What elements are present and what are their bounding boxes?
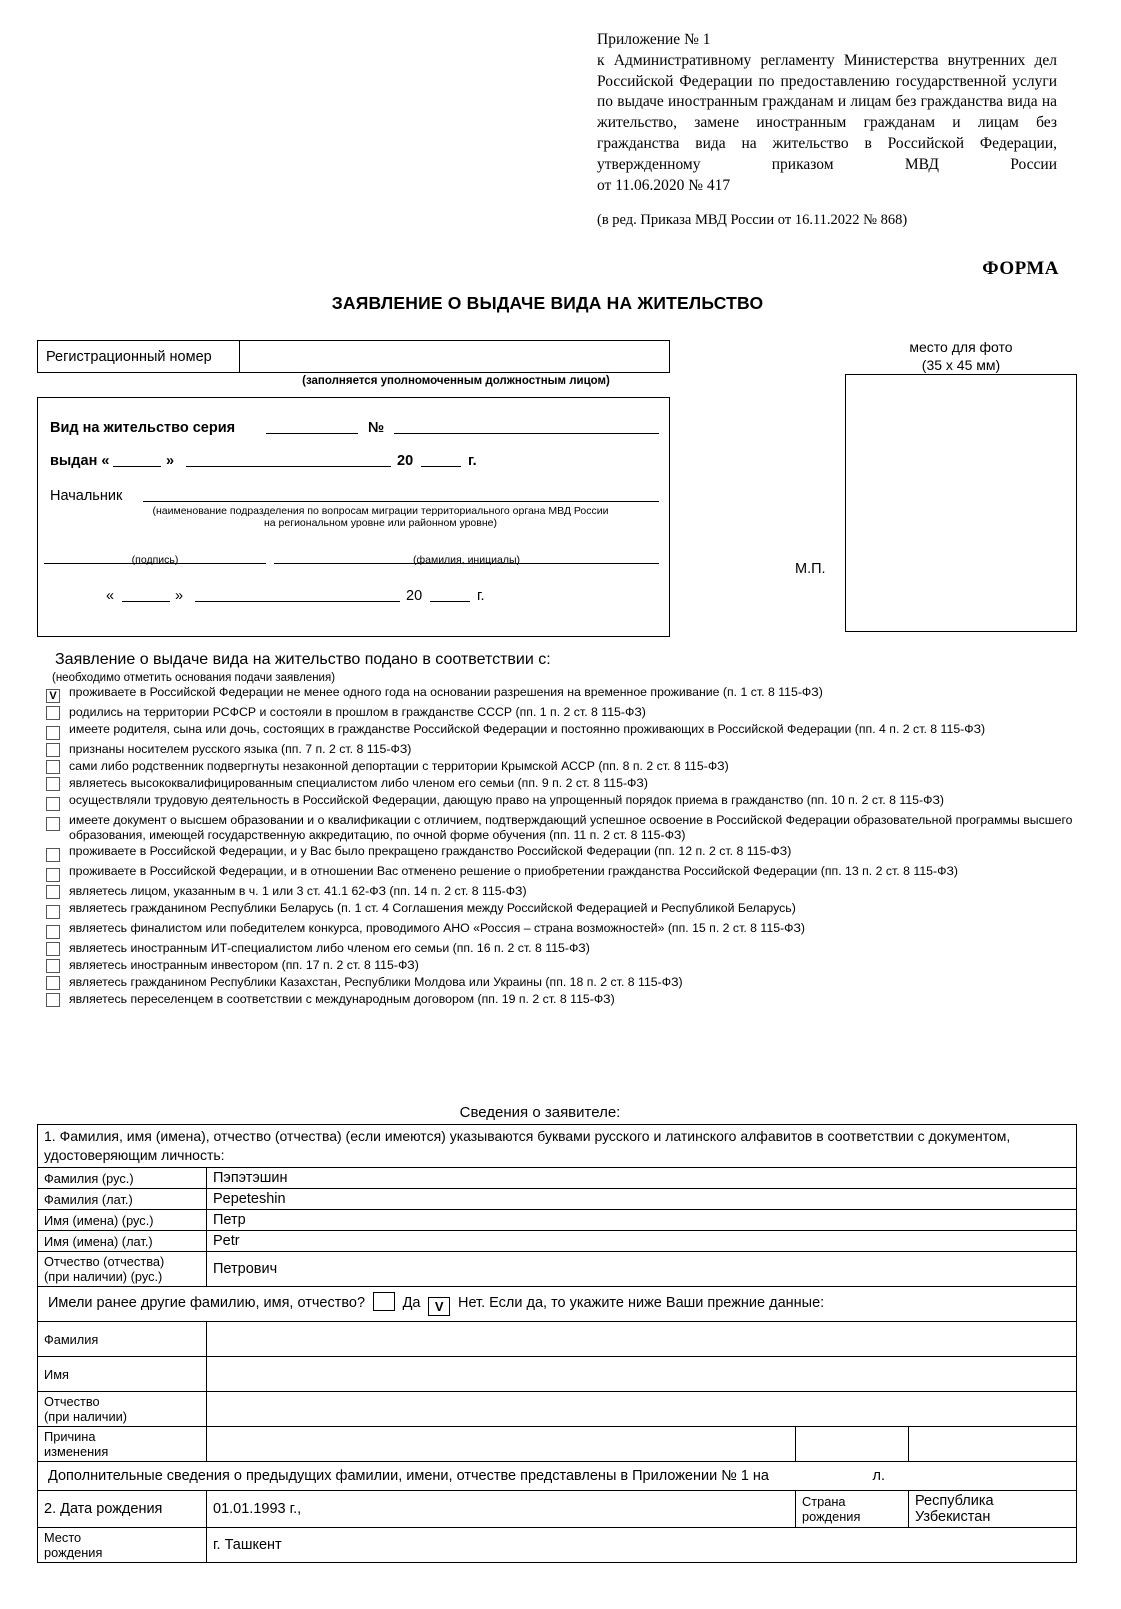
ground-item-4[interactable] [46, 741, 1076, 757]
signature-note: (подпись) [131, 554, 179, 566]
regulation-reference-paragraph: к Административному регламенту Министерства внутренних дел Российской Федерации по предоставлению государственной услуги по выдаче иностранным гражданам и лицам без гражданства вида на жительство, замене иностранным гражданам и лицам без гражданства вида на жительство в Российской Федерации, утвержденному приказом МВД России [597, 51, 1057, 173]
change-reason-label-line2: изменения [44, 1444, 109, 1459]
ground-label-9: проживаете в Российской Федерации, и у Вас было прекращено гражданство Российской Федерации (пп. 12 п. 2 ст. 8 115-ФЗ) [69, 844, 792, 859]
grounds-section-title: Заявление о выдаче вида на жительство подано в соответствии с: [55, 651, 551, 668]
prev-patronymic-label-line1: Отчество [44, 1394, 100, 1409]
ground-label-15: являетесь иностранным инвестором (пп. 17 п. 2 ст. 8 115-ФЗ) [69, 958, 419, 973]
ground-label-10: проживаете в Российской Федерации, и в отношении Вас отменено решение о приобретении гражданства Российской Федерации (пп. 13 п. 2 ст. 8 115-ФЗ) [69, 864, 958, 879]
birth-date-label: 2. Дата рождения [38, 1491, 207, 1528]
ground-label-1: проживаете в Российской Федерации не менее одного года на основании разрешения на временное проживание (п. 1 ст. 8 115-ФЗ) [69, 685, 823, 699]
registration-number-input[interactable] [240, 341, 669, 372]
prev-surname-value[interactable] [207, 1322, 1077, 1357]
table-row-name-lat [38, 1231, 1077, 1252]
ground-item-15[interactable] [46, 957, 1076, 973]
ground-checkbox-2[interactable] [46, 706, 60, 720]
previous-name-no-label: Нет. Если да, то укажите ниже Ваши прежние данные: [458, 1295, 825, 1311]
table-row-birth-date [38, 1491, 1077, 1528]
grounds-section-note: (необходимо отметить основания подачи заявления) [52, 672, 336, 684]
birth-place-label-line2: рождения [44, 1545, 103, 1560]
residence-permit-issuance-box [37, 397, 670, 637]
ground-item-16[interactable] [46, 974, 1076, 990]
ground-label-14: являетесь иностранным ИТ-специалистом либо членом его семьи (пп. 16 п. 2 ст. 8 115-ФЗ) [69, 941, 590, 956]
ground-checkbox-5[interactable] [46, 760, 60, 774]
fio-instruction-note: 1. Фамилия, имя (имена), отчество (отчества) (если имеются) указываются буквами русского и латинского алфавитов в соответствии с документом, удостоверяющим личность: [38, 1125, 1077, 1168]
name-lat-label: Имя (имена) (лат.) [38, 1231, 207, 1252]
ground-item-14[interactable] [46, 940, 1076, 956]
ground-checkbox-6[interactable] [46, 777, 60, 791]
prev-patronymic-value[interactable] [207, 1392, 1077, 1427]
additional-info-suffix: л. [872, 1468, 886, 1484]
birth-country-value[interactable]: Республика Узбекистан [909, 1491, 1077, 1528]
ground-label-3: имеете родителя, сына или дочь, состоящих в гражданстве Российской Федерации и постоянно проживающих в Российской Федерации (пп. 4 п. 2 ст. 8 115-ФЗ) [69, 722, 986, 736]
ground-label-5: сами либо родственник подвергнуты незаконной депортации с территории Крымской АССР (пп. 8 п. 2 ст. 8 115-ФЗ) [69, 759, 729, 773]
birth-country-label-line1: Страна [802, 1494, 846, 1509]
surname-ru-label: Фамилия (рус.) [38, 1168, 207, 1189]
patronymic-label-line2: (при наличии) (рус.) [44, 1269, 163, 1284]
name-ru-value[interactable]: Петр [207, 1210, 1077, 1231]
ground-label-17: являетесь переселенцем в соответствии с международным договором (пп. 19 п. 2 ст. 8 115-ФЗ) [69, 992, 615, 1007]
birth-country-label-line2: рождения [802, 1509, 861, 1524]
birth-place-value[interactable]: г. Ташкент [207, 1528, 1077, 1563]
photo-caption-line1: место для фото [909, 339, 1013, 355]
ground-label-16: являетесь гражданином Республики Казахстан, Республики Молдова или Украины (пп. 18 п. 2 ст. 8 115-ФЗ) [69, 975, 683, 990]
prev-surname-label: Фамилия [38, 1322, 207, 1357]
permit-issued-quote-close: » [166, 453, 175, 469]
ground-item-5[interactable] [46, 758, 1076, 774]
edition-note: (в ред. Приказа МВД России от 16.11.2022 № 868) [597, 212, 908, 229]
ground-label-7: осуществляли трудовую деятельность в Российской Федерации, дающую право на упрощенный порядок приема в гражданство (пп. 10 п. 2 ст. 8 115-ФЗ) [69, 793, 944, 807]
table-row-surname-ru [38, 1168, 1077, 1189]
ground-checkbox-13[interactable] [46, 925, 60, 939]
permit-issue-month-input[interactable] [186, 453, 391, 467]
ground-checkbox-15[interactable] [46, 959, 60, 973]
ground-item-11[interactable] [46, 883, 1076, 899]
previous-name-question: Имели ранее другие фамилию, имя, отчество? [48, 1295, 366, 1311]
permit-date-day-input[interactable] [122, 588, 170, 602]
birth-place-label-line1: Место [44, 1530, 82, 1545]
registration-number-label: Регистрационный номер [38, 341, 240, 372]
ground-checkbox-3[interactable] [46, 726, 60, 740]
prev-patronymic-label-line2: (при наличии) [44, 1409, 128, 1424]
ground-item-1[interactable] [46, 684, 1076, 703]
surname-ru-value[interactable]: Пэпэтэшин [207, 1168, 1077, 1189]
ground-checkbox-11[interactable] [46, 885, 60, 899]
change-reason-extra-cell-2[interactable] [909, 1427, 1077, 1462]
permit-date-quote-close: » [175, 588, 184, 604]
surname-initials-note: (фамилия, инициалы) [413, 554, 520, 566]
ground-label-8: имеете документ о высшем образовании и о квалификации с отличием, подтверждающий успешное освоение в Российской Федерации образовательной программы высшего образования, имеющей государственную аккредитацию, по очной форме обучения (пп. 11 п. 2 ст. 8 115-ФЗ) [69, 813, 1073, 842]
ground-label-2: родились на территории РСФСР и состояли в прошлом в гражданстве СССР (пп. 1 п. 2 ст. 8 115-ФЗ) [69, 705, 646, 719]
ground-item-12[interactable] [46, 900, 1076, 919]
ground-label-13: являетесь финалистом или победителем конкурса, проводимого АНО «Россия – страна возможностей» (пп. 15 п. 2 ст. 8 115-ФЗ) [69, 921, 806, 936]
permit-issue-year-input[interactable] [421, 453, 461, 467]
ground-item-13[interactable] [46, 920, 1076, 939]
surname-lat-value[interactable]: Pepeteshin [207, 1189, 1077, 1210]
ground-item-9[interactable] [46, 843, 1076, 862]
grounds-checkbox-list [46, 684, 1076, 1008]
table-row-instruction [38, 1125, 1077, 1168]
ground-checkbox-7[interactable] [46, 797, 60, 811]
applicant-details-table [37, 1124, 1077, 1563]
chief-unit-note-line1: (наименование подразделения по вопросам миграции территориального органа МВД России [152, 505, 609, 517]
ground-label-6: являетесь высококвалифицированным специалистом либо членом его семьи (пп. 9 п. 2 ст. 8 115-ФЗ) [69, 776, 648, 790]
table-row-prev-surname [38, 1322, 1077, 1357]
ground-label-11: являетесь лицом, указанным в ч. 1 или 3 ст. 41.1 62-ФЗ (пп. 14 п. 2 ст. 8 115-ФЗ) [69, 884, 527, 899]
ground-checkbox-8[interactable] [46, 817, 60, 831]
change-reason-value[interactable] [207, 1427, 796, 1462]
change-reason-extra-cell-1[interactable] [796, 1427, 909, 1462]
ground-item-2[interactable] [46, 704, 1076, 720]
ground-checkbox-12[interactable] [46, 905, 60, 919]
prev-patronymic-label [38, 1392, 207, 1427]
ground-item-10[interactable] [46, 863, 1076, 882]
ground-checkbox-4[interactable] [46, 743, 60, 757]
permit-issue-day-input[interactable] [113, 453, 161, 467]
previous-name-no-checkbox[interactable]: V [428, 1297, 450, 1316]
permit-issue-century: 20 [397, 453, 414, 469]
ground-item-17[interactable] [46, 991, 1076, 1007]
previous-name-yes-checkbox[interactable] [373, 1292, 395, 1311]
patronymic-label-line1: Отчество (отчества) [44, 1254, 165, 1269]
permit-date-year-suffix: г. [477, 588, 485, 604]
ground-item-3[interactable] [46, 721, 1076, 740]
prev-name-value[interactable] [207, 1357, 1077, 1392]
table-row-additional-info [38, 1462, 1077, 1491]
appendix-number: Приложение № 1 [597, 31, 711, 48]
permit-series-label: Вид на жительство серия [50, 420, 236, 436]
permit-number-sign: № [368, 420, 385, 436]
permit-date-year-input[interactable] [430, 588, 470, 602]
previous-name-question-cell [38, 1287, 1077, 1322]
table-row-surname-lat [38, 1189, 1077, 1210]
permit-date-quote-open: « [106, 588, 115, 604]
ground-label-12: являетесь гражданином Республики Беларусь (п. 1 ст. 4 Соглашения между Российской Федерацией и Республикой Беларусь) [69, 901, 796, 916]
ground-checkbox-14[interactable] [46, 942, 60, 956]
permit-issued-label: выдан « [50, 453, 110, 469]
change-reason-label-line1: Причина [44, 1429, 96, 1444]
ground-checkbox-16[interactable] [46, 976, 60, 990]
ground-checkbox-17[interactable] [46, 993, 60, 1007]
registration-number-box [37, 340, 670, 373]
patronymic-value[interactable]: Петрович [207, 1252, 1077, 1287]
table-row-birth-place [38, 1528, 1077, 1563]
patronymic-label [38, 1252, 207, 1287]
name-lat-value[interactable]: Petr [207, 1231, 1077, 1252]
document-reference-header [597, 30, 1057, 231]
table-row-prev-name [38, 1357, 1077, 1392]
surname-lat-label: Фамилия (лат.) [38, 1189, 207, 1210]
ground-item-7[interactable] [46, 792, 1076, 811]
permit-issue-year-suffix: г. [468, 453, 477, 469]
table-row-name-ru [38, 1210, 1077, 1231]
additional-info-cell [38, 1462, 1077, 1491]
table-row-prev-patronymic [38, 1392, 1077, 1427]
order-number-line: от 11.06.2020 № 417 [597, 176, 731, 194]
name-ru-label: Имя (имена) (рус.) [38, 1210, 207, 1231]
permit-date-month-input[interactable] [195, 588, 400, 602]
birth-date-value[interactable]: 01.01.1993 г., [207, 1491, 796, 1528]
ground-checkbox-9[interactable] [46, 848, 60, 862]
photo-placeholder-caption [845, 338, 1077, 374]
photo-placeholder-box[interactable] [845, 374, 1077, 632]
photo-caption-line2: (35 х 45 мм) [921, 357, 1001, 373]
birth-country-label [796, 1491, 909, 1528]
change-reason-label [38, 1427, 207, 1462]
permit-date-century: 20 [406, 588, 423, 604]
permit-number-input[interactable] [394, 420, 659, 434]
previous-name-yes-label: Да [402, 1295, 421, 1311]
ground-item-6[interactable] [46, 775, 1076, 791]
forma-label: ФОРМА [982, 258, 1059, 279]
stamp-place-label: М.П. [795, 561, 826, 577]
birth-place-label [38, 1528, 207, 1563]
page-title: ЗАЯВЛЕНИЕ О ВЫДАЧЕ ВИДА НА ЖИТЕЛЬСТВО [331, 293, 764, 313]
registration-note: (заполняется уполномоченным должностным лицом) [302, 375, 610, 387]
table-row-patronymic [38, 1252, 1077, 1287]
table-row-previous-name-question [38, 1287, 1077, 1322]
chief-unit-note-line2: на региональном уровне или районном уровне) [264, 517, 497, 529]
applicant-section-heading: Сведения о заявителе: [459, 1104, 621, 1121]
chief-unit-input[interactable] [143, 488, 659, 502]
ground-checkbox-10[interactable] [46, 868, 60, 882]
prev-name-label: Имя [38, 1357, 207, 1392]
ground-checkbox-1[interactable]: V [46, 689, 60, 703]
table-row-change-reason [38, 1427, 1077, 1462]
permit-series-input[interactable] [266, 420, 358, 434]
ground-item-8[interactable] [46, 812, 1076, 842]
ground-label-4: признаны носителем русского языка (пп. 7 п. 2 ст. 8 115-ФЗ) [69, 742, 412, 756]
chief-label: Начальник [50, 488, 123, 504]
additional-info-text: Дополнительные сведения о предыдущих фамилии, имени, отчестве представлены в Приложении № 1 на [48, 1468, 769, 1484]
